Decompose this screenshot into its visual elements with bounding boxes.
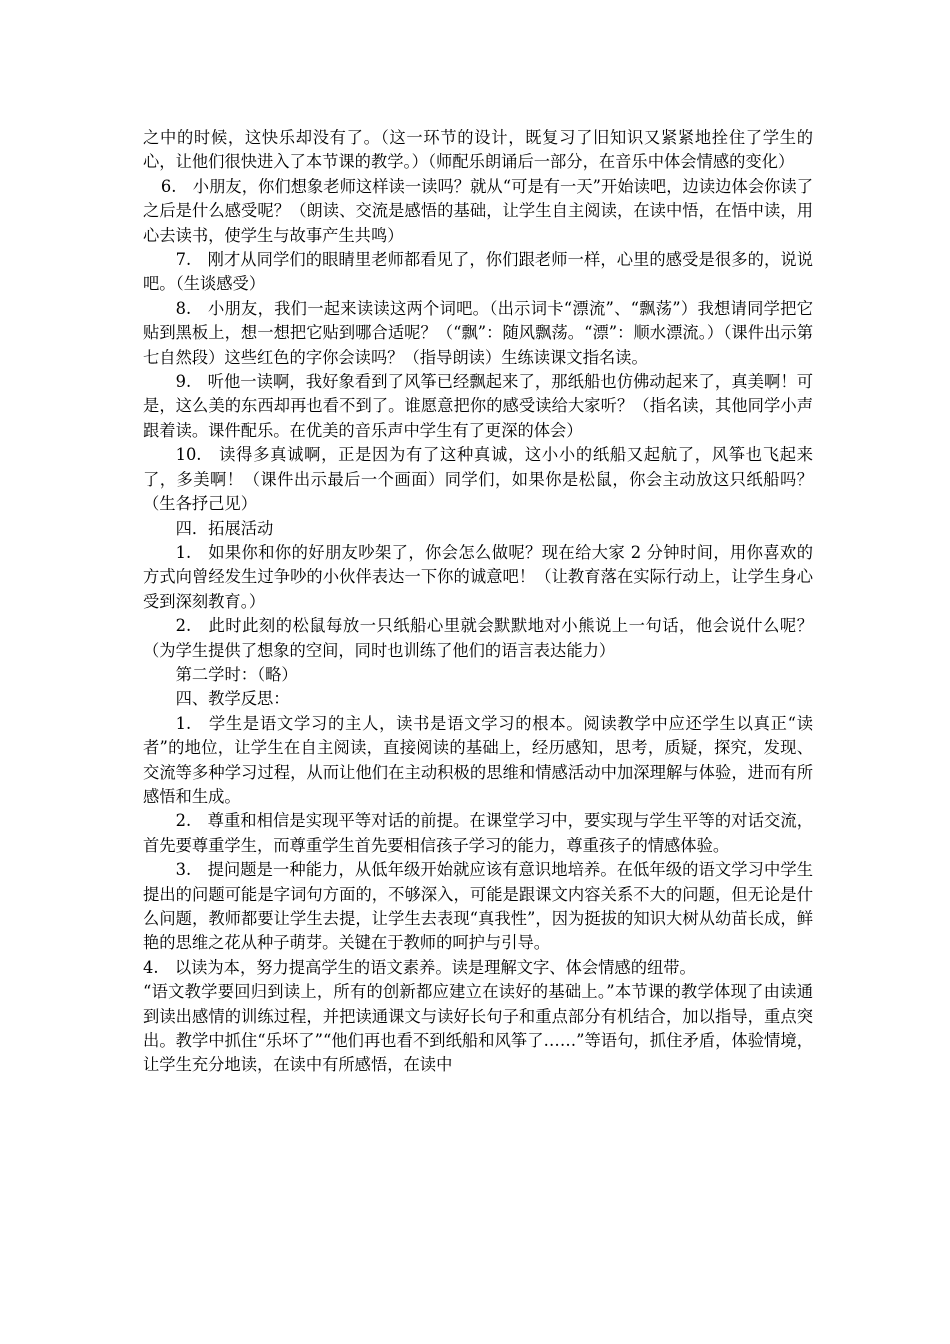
paragraph: 9. 听他一读啊，我好象看到了风筝已经飘起来了，那纸船也仿佛动起来了，真美啊！可是，这么美的东西却再也看不到了。谁愿意把你的感受读给大家听？（指名读，其他同学小声跟着读。课件配乐。在优美的音乐声中学生有了更深的体会） — [143, 372, 813, 440]
paragraph: 7. 刚才从同学们的眼睛里老师都看见了，你们跟老师一样，心里的感受是很多的，说说吧。（生谈感受） — [143, 250, 813, 294]
section-heading: 四、教学反思： — [175, 689, 290, 709]
document-body — [143, 126, 813, 1078]
section-heading: 四．拓展活动 — [175, 518, 274, 538]
paragraph: 1. 如果你和你的好朋友吵架了，你会怎么做呢？现在给大家 2 分钟时间，用你喜欢的方式向曾经发生过争吵的小伙伴表达一下你的诚意吧！（让教育落在实际行动上，让学生身心受到深刻教育。） — [143, 542, 813, 611]
paragraph: 2. 尊重和相信是实现平等对话的前提。在课堂学习中，要实现与学生平等的对话交流，首先要尊重学生，而尊重学生首先要相信孩子学习的能力，尊重孩子的情感体验。 — [143, 811, 813, 855]
paragraph: “语文教学要回归到读上，所有的创新都应建立在读好的基础上。”本节课的教学体现了由读通到读出感情的训练过程，并把读通课文与读好长句子和重点部分有机结合，加以指导，重点突出。教学中抓住“乐坏了”“他们再也看不到纸船和风筝了……”等语句，抓住矛盾，体验情境，让学生充分地读，在读中有所感悟，在读中 — [143, 982, 813, 1075]
paragraph: 1. 学生是语文学习的主人，读书是语文学习的根本。阅读教学中应还学生以真正“读者”的地位，让学生在自主阅读，直接阅读的基础上，经历感知，思考，质疑，探究，发现、交流等多种学习过程，从而让他们在主动积极的思维和情感活动中加深理解与体验，进而有所感悟和生成。 — [143, 713, 813, 806]
paragraph: 6. 小朋友，你们想象老师这样读一读吗？就从“可是有一天”开始读吧，边读边体会你读了之后是什么感受呢？（朗读、交流是感悟的基础，让学生自主阅读，在读中悟，在悟中读，用心去读书，使学生与故事产生共鸣） — [143, 176, 813, 245]
paragraph: 3. 提问题是一种能力，从低年级开始就应该有意识地培养。在低年级的语文学习中学生提出的问题可能是字词句方面的，不够深入，可能是跟课文内容关系不大的问题，但无论是什么问题，教师都要让学生去提，让学生去表现“真我性”，因为挺拔的知识大树从幼苗长成，鲜艳的思维之花从种子萌芽。关键在于教师的呵护与引导。 — [143, 860, 813, 953]
paragraph: 之中的时候，这快乐却没有了。（这一环节的设计，既复习了旧知识又紧紧地拴住了学生的心，让他们很快进入了本节课的教学。）（师配乐朗诵后一部分，在音乐中体会情感的变化） — [143, 128, 813, 172]
paragraph: 8. 小朋友，我们一起来读读这两个词吧。（出示词卡“漂流”、“飘荡”）我想请同学把它贴到黑板上，想一想把它贴到哪合适呢？（“飘”：随风飘荡。“漂”：顺水漂流。）（课件出示第七自然段）这些红色的字你会读吗？（指导朗读）生练读课文指名读。 — [143, 298, 813, 367]
section-heading: 第二学时：（略） — [175, 664, 298, 684]
paragraph: 10. 读得多真诚啊，正是因为有了这种真诚，这小小的纸船又起航了，风筝也飞起来了，多美啊！（课件出示最后一个画面）同学们，如果你是松鼠，你会主动放这只纸船吗？（生各抒己见） — [143, 445, 813, 514]
paragraph: 2. 此时此刻的松鼠每放一只纸船心里就会默默地对小熊说上一句话，他会说什么呢？（为学生提供了想象的空间，同时也训练了他们的语言表达能力） — [143, 616, 813, 660]
paragraph: 4. 以读为本，努力提高学生的语文素养。读是理解文字、体会情感的纽带。 — [143, 957, 696, 977]
